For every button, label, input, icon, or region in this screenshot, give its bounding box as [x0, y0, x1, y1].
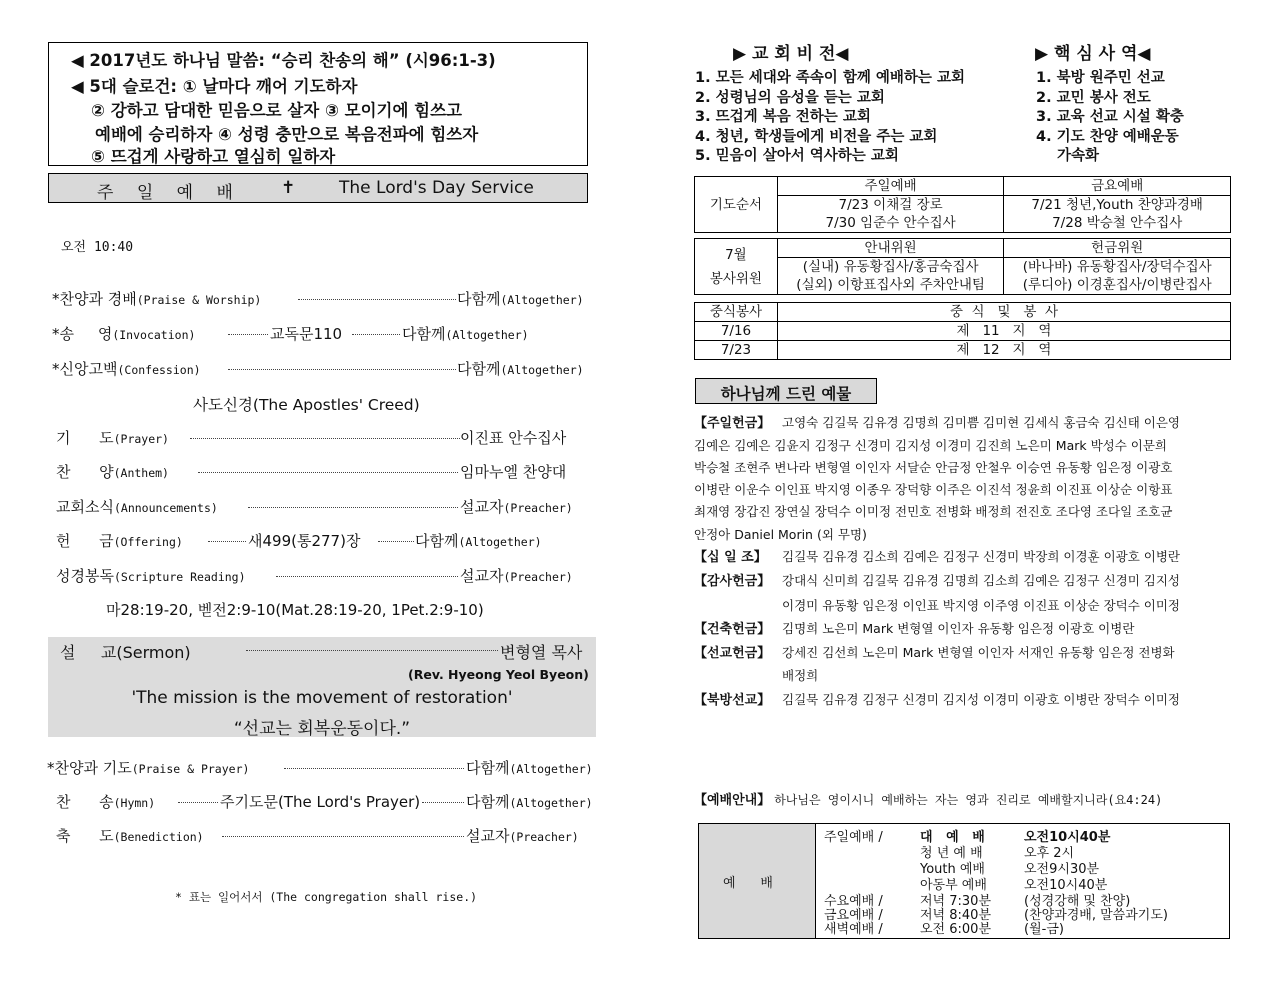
- worship-schedule: [698, 823, 1230, 939]
- slogan-1: ◀ 5대 슬로건: ① 날마다 깨어 기도하자: [71, 77, 358, 96]
- schedule-side-label: 예 배: [723, 876, 773, 891]
- service-time: 오전 10:40: [61, 240, 134, 255]
- lunch-table: 중식봉사 중 식 및 봉 사 7/16 제 11 지 역 7/23 제 12 지 역: [694, 302, 1231, 360]
- schedule-row: 주일예배 / 대 예 배 오전10시40분: [824, 830, 1111, 845]
- offering-names: 강세진 김선희 노은미 Mark 변형열 이인자 서재인 유동황 임은정 전병화: [782, 645, 1175, 660]
- vision-item: 3. 뜨겁게 복음 전하는 교회: [695, 109, 871, 125]
- service-title-ko: 주 일 예 배: [97, 183, 242, 203]
- scripture-reference: 마28:19-20, 벧전2:9-10(Mat.28:19-20, 1Pet.2:9-10): [106, 601, 484, 619]
- sermon-label: 설 교(Sermon): [60, 643, 191, 662]
- schedule-row: 금요예배 / 저녁 8:40분 (찬양과경배, 말씀과기도): [824, 908, 1168, 923]
- slogan-box: [48, 42, 588, 166]
- core-item: 4. 기도 찬양 예배운동: [1036, 129, 1179, 145]
- vision-item: 1. 모든 세대와 족속이 함께 예배하는 교회: [695, 70, 965, 86]
- year-verse: ◀ 2017년도 하나님 말씀: “승리 찬송의 해” (시96:1-3): [71, 51, 496, 70]
- creed: 사도신경(The Apostles' Creed): [193, 396, 420, 414]
- offering-names: 김길묵 김유경 김정구 신경미 김지성 이경미 이광호 이병란 장덕수 이미정: [782, 692, 1181, 707]
- schedule-row: 새벽예배 / 오전 6:00분 (월-금): [824, 922, 1064, 937]
- volunteer-table: 7월 봉사위원 안내위원 헌금위원 (실내) 유동황집사/홍금숙집사 (바나바) 유동황집사/장덕수집사 (실외) 이항표집사외 주차안내팀 (루디아) 이경훈집사/이병란집사: [694, 238, 1231, 295]
- core-item: 1. 북방 원주민 선교: [1036, 70, 1165, 86]
- slogan-5: ⑤ 뜨겁게 사랑하고 열심히 일하자: [91, 147, 336, 166]
- offering-names: 배정희: [782, 668, 819, 683]
- vision-title: ▶ 교 회 비 전◀: [733, 44, 849, 64]
- vision-item: 2. 성령님의 음성을 듣는 교회: [695, 90, 885, 106]
- core-item: 가속화: [1057, 148, 1100, 164]
- sermon-preacher: 변형열 목사: [500, 643, 583, 662]
- prayer-order-label: 기도순서: [695, 177, 778, 233]
- cross-icon: ✝: [281, 178, 296, 198]
- schedule-row: 수요예배 / 저녁 7:30분 (성경강해 및 찬양): [824, 894, 1131, 909]
- vision-item: 5. 믿음이 살아서 역사하는 교회: [695, 148, 899, 164]
- core-item: 2. 교민 봉사 전도: [1036, 90, 1151, 106]
- core-item: 3. 교육 선교 시설 확충: [1036, 109, 1184, 125]
- offering-row: 【건축헌금】: [694, 622, 771, 637]
- offerings-title: 하나님께 드린 예물: [695, 378, 877, 404]
- offering-names: 김예은 김예은 김윤지 김정구 신경미 김지성 이경미 김진희 노은미 Mark 박성수 이문희: [694, 438, 1168, 453]
- schedule-row: Youth 예배 오전9시30분: [920, 862, 1100, 877]
- service-title-bar: [48, 173, 588, 203]
- offering-names: 최재영 장갑진 장연실 장덕수 이미정 전민호 전병화 배정희 전진호 조다영 조다일 조호균: [694, 504, 1173, 519]
- standing-note: * 표는 일어서서 (The congregation shall rise.): [175, 890, 478, 904]
- worship-guide: 【예배안내】 하나님은 영이시니 예배하는 자는 영과 진리로 예배할지니라(요4:24): [694, 793, 1163, 808]
- offering-names: 김길묵 김유경 김소희 김예은 김정구 신경미 박장희 이경훈 이광호 이병란: [782, 549, 1181, 564]
- duty-table: 기도순서 주일예배 금요예배 7/23 이채걸 장로 7/21 청년,Youth 찬양과경배 7/30 임준수 안수집사 7/28 박승철 안수집사: [694, 176, 1231, 233]
- offering-names: 이경미 유동황 임은정 이인표 박지영 이주영 이진표 이상순 장덕수 이미정: [782, 598, 1181, 613]
- slogan-3-4: 예배에 승리하자 ④ 성령 충만으로 복음전파에 힘쓰자: [95, 125, 479, 144]
- vision-item: 4. 청년, 학생들에게 비전을 주는 교회: [695, 129, 938, 145]
- offering-row: 【선교헌금】: [694, 646, 771, 661]
- offering-names: 이병란 이운수 이인표 박지영 이종우 장덕향 이주은 이진석 정윤희 이진표 이상순 이항표: [694, 482, 1173, 497]
- offering-row: 【감사헌금】: [694, 574, 771, 589]
- offering-row: 【북방선교】: [694, 693, 771, 708]
- slogan-2-3: ② 강하고 담대한 믿음으로 살자 ③ 모이기에 힘쓰고: [91, 101, 462, 120]
- offering-row: 【주일헌금】: [694, 416, 771, 431]
- offering-names: 안정아 Daniel Morin (외 무명): [694, 527, 867, 542]
- offering-names: 강대식 신미희 김길묵 김유경 김명희 김소희 김예은 김정구 신경미 김지성: [782, 573, 1181, 588]
- sermon-preacher-en: (Rev. Hyeong Yeol Byeon): [408, 667, 589, 682]
- offering-row: 【십 일 조】: [694, 550, 767, 565]
- schedule-row: 청 년 예 배 오후 2시: [920, 846, 1075, 861]
- sermon-title-en: 'The mission is the movement of restoration': [131, 688, 513, 708]
- offering-names: 박승철 조현주 변나라 변형열 이인자 서달순 안금정 안철우 이승연 유동황 임은정 이광호: [694, 460, 1173, 475]
- offering-names: 김명희 노은미 Mark 변형열 이인자 유동황 임은정 이광호 이병란: [782, 621, 1135, 636]
- core-ministry-title: ▶ 핵 심 사 역◀: [1035, 44, 1151, 64]
- service-title-en: The Lord's Day Service: [339, 178, 534, 198]
- offering-names: 고영숙 김길묵 김유경 김명희 김미쁨 김미현 김세식 홍금숙 김신태 이은영: [782, 415, 1181, 430]
- sermon-title-ko: “선교는 회복운동이다.”: [233, 719, 411, 739]
- sermon-box: [48, 637, 596, 737]
- schedule-row: 아동부 예배 오전10시40분: [920, 878, 1108, 893]
